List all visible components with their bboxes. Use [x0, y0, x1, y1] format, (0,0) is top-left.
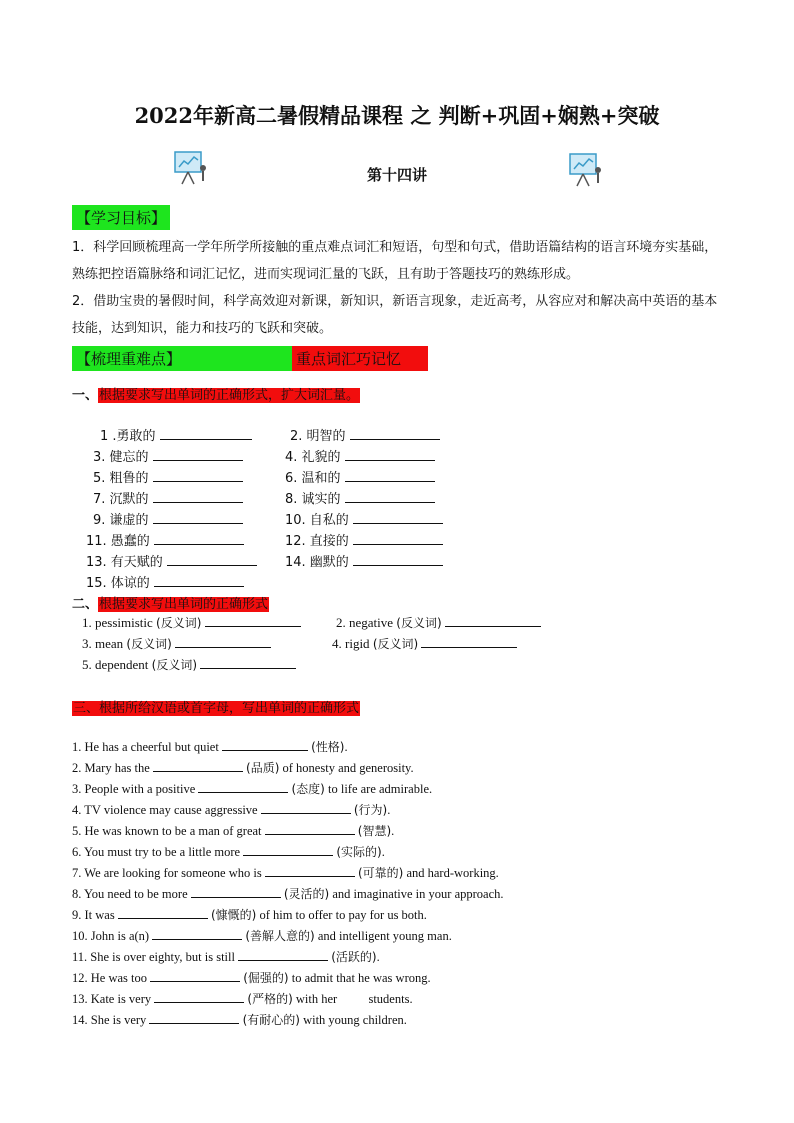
answer-blank[interactable] [243, 843, 333, 856]
antonym-item: 3. mean (反义词) [82, 635, 271, 652]
antonym-item: 4. rigid (反义词) [332, 635, 517, 652]
vocab-item: 2. 明智的 [290, 425, 440, 444]
sentence-item: 13. Kate is very (严格的) with her students. [72, 992, 413, 1006]
objectives-tag: 【学习目标】 [72, 205, 170, 230]
answer-blank[interactable] [153, 759, 243, 772]
answer-blank[interactable] [205, 614, 301, 627]
vocab-memory-tag: 重点词汇巧记忆 [292, 346, 428, 371]
answer-blank[interactable] [265, 822, 355, 835]
answer-blank[interactable] [118, 906, 208, 919]
answer-blank[interactable] [154, 574, 244, 587]
vocab-item: 12. 直接的 [285, 530, 443, 549]
section-2-prefix: 二、 [72, 597, 99, 612]
answer-blank[interactable] [353, 532, 443, 545]
answer-blank[interactable] [353, 553, 443, 566]
objective-paragraph-1: 1．科学回顾梳理高一学年所学所接触的重点难点词汇和短语，句型和句式，借助语篇结构的语言环境夯实基础，熟练把控语篇脉络和词汇记忆，进而实现词汇量的飞跃，且有助于答题技巧的熟练形成。 [72, 240, 718, 282]
answer-blank[interactable] [153, 448, 243, 461]
answer-blank[interactable] [345, 469, 435, 482]
answer-blank[interactable] [350, 427, 440, 440]
vocab-item: 3. 健忘的 [93, 446, 243, 465]
vocab-item: 8. 诚实的 [285, 488, 435, 507]
sentence-item: 8. You need to be more (灵活的) and imaginative in your approach. [72, 887, 504, 901]
vocab-item: 10. 自私的 [285, 509, 443, 528]
answer-blank[interactable] [150, 969, 240, 982]
answer-blank[interactable] [353, 511, 443, 524]
answer-blank[interactable] [345, 448, 435, 461]
vocab-item: 11. 愚蠢的 [86, 530, 244, 549]
answer-blank[interactable] [261, 801, 351, 814]
antonym-item: 2. negative (反义词) [336, 614, 541, 631]
answer-blank[interactable] [149, 1011, 239, 1024]
sentence-item: 10. John is a(n) (善解人意的) and intelligent young man. [72, 929, 452, 943]
objective-paragraph-2: 2．借助宝贵的暑假时间，科学高效迎对新课，新知识，新语言现象，走近高考，从容应对和解决高中英语的基本技能，达到知识，能力和技巧的飞跃和突破。 [72, 294, 718, 336]
antonym-item: 5. dependent (反义词) [82, 656, 296, 673]
answer-blank[interactable] [238, 948, 328, 961]
sentence-item: 7. We are looking for someone who is (可靠的) and hard-working. [72, 866, 499, 880]
sentence-item: 4. TV violence may cause aggressive (行为). [72, 803, 391, 817]
section-2-heading-text: 根据要求写出单词的正确形式 [99, 597, 269, 612]
sentence-item: 14. She is very (有耐心的) with young children. [72, 1013, 407, 1027]
answer-blank[interactable] [153, 490, 243, 503]
sentence-item: 5. He was known to be a man of great (智慧). [72, 824, 395, 838]
sentence-item: 1. He has a cheerful but quiet (性格). [72, 740, 348, 754]
section-1-heading-text: 根据要求写出单词的正确形式，扩大词汇量。 [99, 388, 360, 403]
answer-blank[interactable] [153, 511, 243, 524]
sentence-item: 12. He was too (倔强的) to admit that he was wrong. [72, 971, 431, 985]
sentence-item: 11. She is over eighty, but is still (活跃的). [72, 950, 380, 964]
answer-blank[interactable] [154, 990, 244, 1003]
answer-blank[interactable] [265, 864, 355, 877]
answer-blank[interactable] [445, 614, 541, 627]
answer-blank[interactable] [167, 553, 257, 566]
section-2-heading [72, 593, 269, 612]
answer-blank[interactable] [152, 927, 242, 940]
section-1-heading [72, 384, 360, 403]
answer-blank[interactable] [154, 532, 244, 545]
section-3-heading [72, 697, 360, 716]
review-tag: 【梳理重难点】 [72, 346, 292, 371]
vocab-item: 9. 谦虚的 [93, 509, 243, 528]
vocab-item: 4. 礼貌的 [285, 446, 435, 465]
vocab-item: 5. 粗鲁的 [93, 467, 243, 486]
answer-blank[interactable] [175, 635, 271, 648]
answer-blank[interactable] [421, 635, 517, 648]
sentence-item: 3. People with a positive (态度) to life are admirable. [72, 782, 433, 796]
answer-blank[interactable] [200, 656, 296, 669]
answer-blank[interactable] [160, 427, 252, 440]
sentence-item: 2. Mary has the (品质) of honesty and generosity. [72, 761, 414, 775]
section-1-prefix: 一、 [72, 388, 99, 403]
answer-blank[interactable] [153, 469, 243, 482]
sentence-item: 6. You must try to be a little more (实际的). [72, 845, 385, 859]
page-title: 2022年新高二暑假精品课程 之 判断+巩固+娴熟+突破 [134, 103, 660, 128]
vocab-item: 14. 幽默的 [285, 551, 443, 570]
vocab-item: 7. 沉默的 [93, 488, 243, 507]
antonym-item: 1. pessimistic (反义词) [82, 614, 301, 631]
answer-blank[interactable] [198, 780, 288, 793]
section-3-heading-text: 三、根据所给汉语或首字母，写出单词的正确形式 [73, 701, 360, 716]
answer-blank[interactable] [345, 490, 435, 503]
sentence-item: 9. It was (慷慨的) of him to offer to pay for us both. [72, 908, 427, 922]
answer-blank[interactable] [191, 885, 281, 898]
vocab-item: 15. 体谅的 [86, 572, 244, 591]
vocab-item: 13. 有天赋的 [86, 551, 257, 570]
vocab-item: 6. 温和的 [285, 467, 435, 486]
lecture-number: 第十四讲 [366, 166, 427, 184]
answer-blank[interactable] [222, 738, 308, 751]
vocab-item: 1 .勇敢的 [100, 425, 252, 444]
